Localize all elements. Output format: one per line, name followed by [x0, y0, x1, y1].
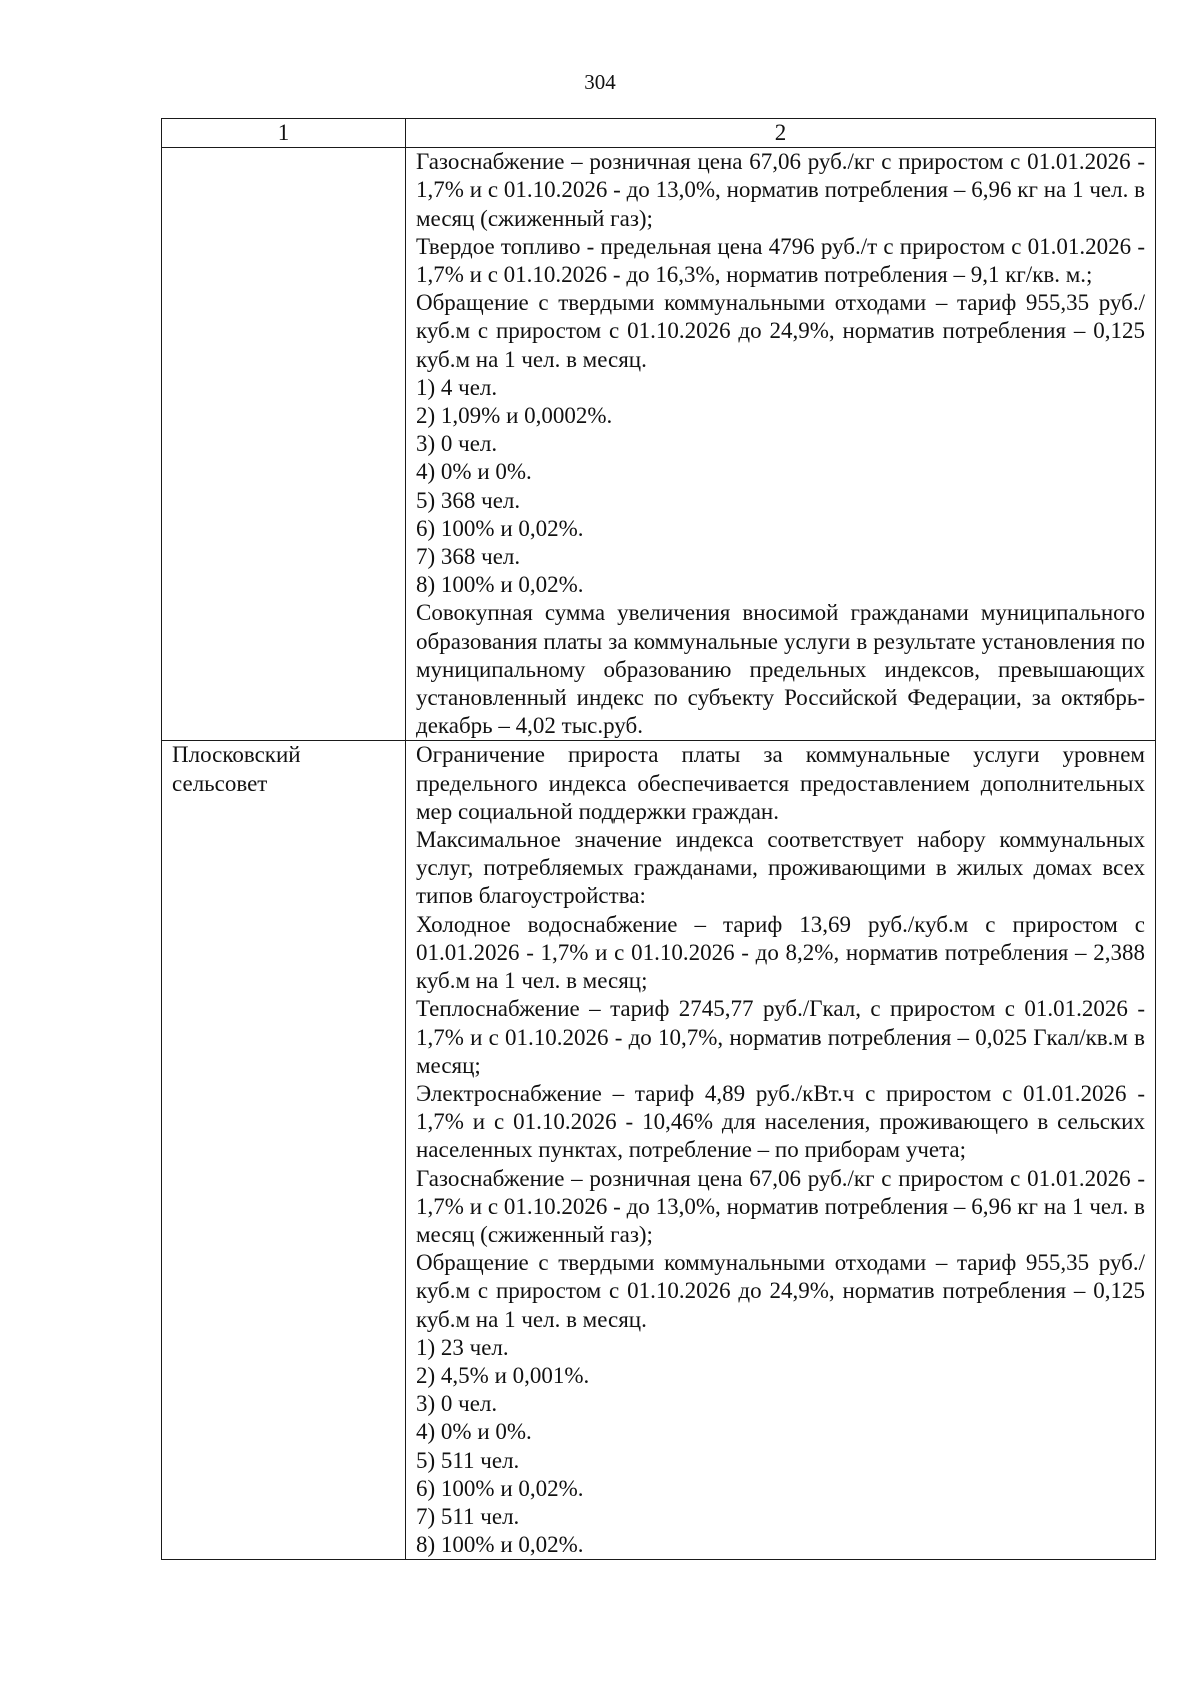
text-line: 6) 100% и 0,02%.: [416, 1475, 584, 1501]
page-number: 304: [584, 70, 616, 94]
text-line: Ограничение прироста платы за коммунальные услуги уровнем предельного индекса обеспечивается предоставлением дополнительных мер социальной поддержки граждан.: [416, 742, 1145, 824]
municipality-cell: [162, 148, 406, 741]
column-header-2: 2: [406, 119, 1156, 148]
text-line: 5) 511 чел.: [416, 1447, 520, 1473]
text-line: 6) 100% и 0,02%.: [416, 515, 584, 541]
text-line: 8) 100% и 0,02%.: [416, 1532, 584, 1558]
text-line: 3) 0 чел.: [416, 431, 498, 457]
text-line: Обращение с твердыми коммунальными отходами – тариф 955,35 руб./куб.м с приростом с 01.10.2026 до 24,9%, норматив потребления – 0,125 куб.м на 1 чел. в месяц.: [416, 1250, 1145, 1332]
description-cell: [406, 741, 1156, 1560]
document-table: [161, 118, 1156, 1560]
text-line: 8) 100% и 0,02%.: [416, 572, 584, 598]
municipality-name-line: сельсовет: [172, 770, 268, 796]
text-line: Совокупная сумма увеличения вносимой гражданами муниципального образования платы за коммунальные услуги в результате установления по муниципальному образованию предельных индексов, превышающих установленный индекс по субъекту Российской Федерации, за октябрь-декабрь – 4,02 тыс.руб.: [416, 600, 1145, 739]
text-line: 4) 0% и 0%.: [416, 1419, 532, 1445]
text-line: Теплоснабжение – тариф 2745,77 руб./Гкал, с приростом с 01.01.2026 - 1,7% и с 01.10.2026 - до 10,7%, норматив потребления – 0,025 Гкал/кв.м в месяц;: [416, 996, 1145, 1078]
text-line: Твердое топливо - предельная цена 4796 руб./т с приростом с 01.01.2026 - 1,7% и с 01.10.2026 - до 16,3%, норматив потребления – 9,1 кг/кв. м.;: [416, 233, 1145, 288]
text-line: 7) 368 чел.: [416, 544, 521, 570]
municipality-name-line: Плосковский: [172, 742, 301, 768]
text-line: 3) 0 чел.: [416, 1391, 498, 1417]
text-line: 2) 1,09% и 0,0002%.: [416, 403, 613, 429]
text-line: Газоснабжение – розничная цена 67,06 руб./кг с приростом с 01.01.2026 - 1,7% и с 01.10.2026 - до 13,0%, норматив потребления – 6,96 кг на 1 чел. в месяц (сжиженный газ);: [416, 1165, 1145, 1247]
text-line: 1) 23 чел.: [416, 1334, 509, 1360]
table-row: [162, 741, 1156, 1560]
text-line: Обращение с твердыми коммунальными отходами – тариф 955,35 руб./куб.м с приростом с 01.10.2026 до 24,9%, норматив потребления – 0,125 куб.м на 1 чел. в месяц.: [416, 290, 1145, 372]
text-line: 1) 4 чел.: [416, 374, 498, 400]
municipality-cell: [162, 741, 406, 1560]
text-line: Холодное водоснабжение – тариф 13,69 руб./куб.м с приростом с 01.01.2026 - 1,7% и с 01.10.2026 - до 8,2%, норматив потребления – 2,388 куб.м на 1 чел. в месяц;: [416, 911, 1145, 994]
text-line: 7) 511 чел.: [416, 1503, 520, 1529]
text-line: 5) 368 чел.: [416, 487, 521, 513]
description-cell: [406, 148, 1156, 741]
text-line: Газоснабжение – розничная цена 67,06 руб./кг с приростом с 01.01.2026 - 1,7% и с 01.10.2026 - до 13,0%, норматив потребления – 6,96 кг на 1 чел. в месяц (сжиженный газ);: [416, 149, 1145, 231]
text-line: 4) 0% и 0%.: [416, 459, 532, 485]
table-row: [162, 148, 1156, 741]
text-line: 2) 4,5% и 0,001%.: [416, 1362, 590, 1388]
table-header-row: [162, 119, 1156, 148]
column-header-1: 1: [162, 119, 406, 148]
text-line: Максимальное значение индекса соответствует набору коммунальных услуг, потребляемых гражданами, проживающими в жилых домах всех типов благоустройства:: [416, 827, 1145, 909]
text-line: Электроснабжение – тариф 4,89 руб./кВт.ч с приростом с 01.01.2026 - 1,7% и с 01.10.2026 - 10,46% для населения, проживающего в сельских населенных пунктах, потребление – по приборам учета;: [416, 1080, 1145, 1163]
